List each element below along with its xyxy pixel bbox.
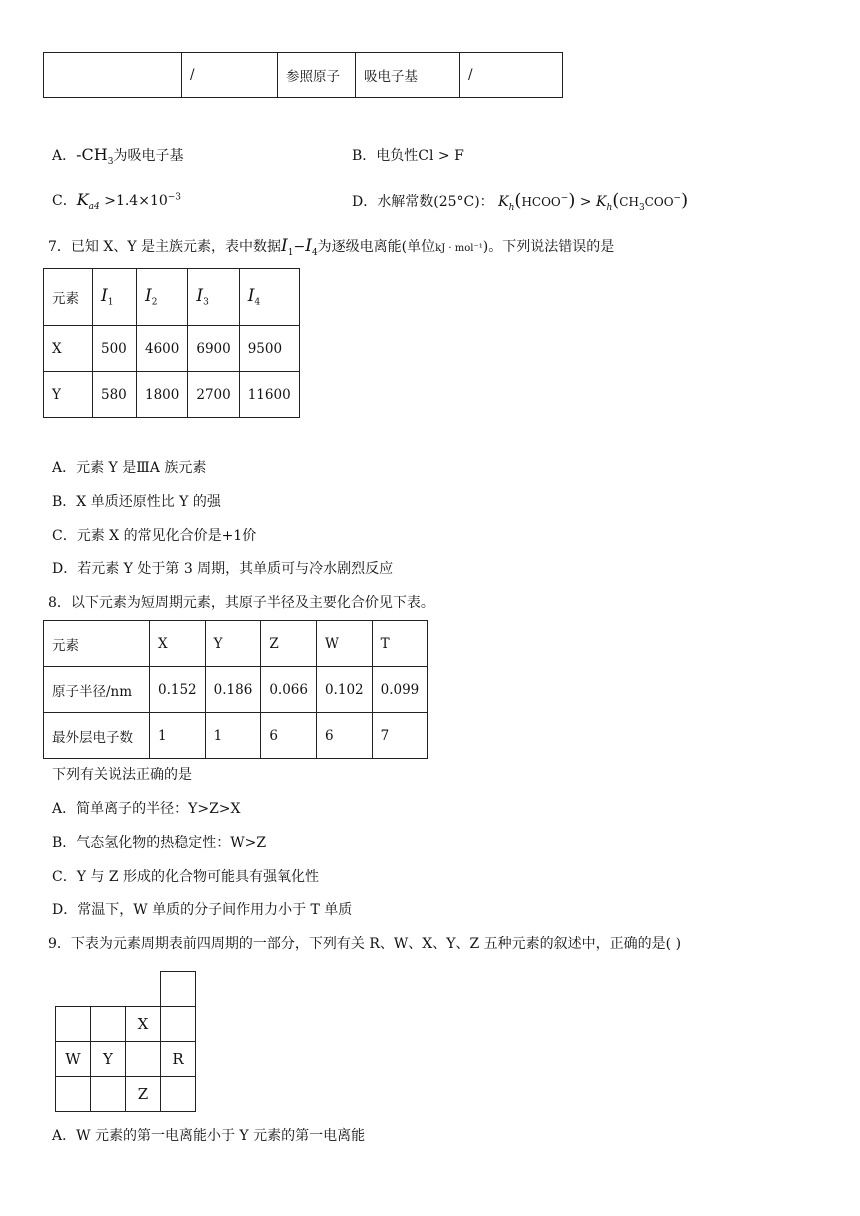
pt-cell — [161, 1077, 196, 1112]
top-table — [43, 52, 563, 98]
pt-cell — [126, 972, 161, 1007]
table-cell: 2700 — [188, 372, 239, 418]
table-cell: 最外层电子数 — [44, 713, 150, 759]
table-cell: 1 — [150, 713, 206, 759]
table-cell: 580 — [93, 372, 137, 418]
table-cell: 6900 — [188, 326, 239, 372]
q7-option-b: B．X 单质还原性比 Y 的强 — [52, 494, 221, 510]
q8-header-cell: Z — [261, 621, 317, 667]
table-row — [44, 667, 428, 713]
q8-header-cell: 元素 — [44, 621, 150, 667]
table-cell: 500 — [93, 326, 137, 372]
top-table-cell — [44, 53, 182, 98]
table-cell: 原子半径/nm — [44, 667, 150, 713]
q7-option-c: C．元素 X 的常见化合价是+1价 — [52, 528, 257, 544]
top-table-cell: / — [182, 53, 278, 98]
pt-cell — [56, 1077, 91, 1112]
q7-stem: 7．已知 X、Y 是主族元素，表中数据$I_1-I_4$为逐级电离能(单位kJ · mol⁻¹)。下列说法错误的是 — [48, 236, 615, 258]
q8-element-table — [43, 620, 428, 759]
table-cell: 7 — [372, 713, 428, 759]
pt-cell: X — [126, 1007, 161, 1042]
pt-cell — [161, 1007, 196, 1042]
pt-cell — [126, 1042, 161, 1077]
pt-cell — [161, 972, 196, 1007]
q6-option-d: D．水解常数(25°C)： $K_h(HCOO^-) > K_h(CH_3COO^-)$ — [352, 190, 689, 213]
table-cell: 0.152 — [150, 667, 206, 713]
q7-header-cell: $I_2$ — [137, 269, 188, 326]
top-table-cell: 吸电子基 — [356, 53, 460, 98]
table-cell: 0.066 — [261, 667, 317, 713]
top-table-cell: 参照原子 — [278, 53, 356, 98]
pt-cell — [56, 1007, 91, 1042]
top-table-cell: / — [460, 53, 563, 98]
pt-cell: Y — [91, 1042, 126, 1077]
table-row — [44, 372, 300, 418]
q7-header-cell: 元素 — [44, 269, 93, 326]
q8-header-cell: X — [150, 621, 206, 667]
q8-stem: 8．以下元素为短周期元素，其原子半径及主要化合价见下表。 — [48, 595, 435, 611]
table-cell: 0.102 — [316, 667, 372, 713]
periodic-table-fragment — [55, 971, 196, 1112]
q9-option-a: A．W 元素的第一电离能小于 Y 元素的第一电离能 — [52, 1128, 366, 1144]
pt-cell — [91, 972, 126, 1007]
table-cell: Y — [44, 372, 93, 418]
pt-cell — [56, 972, 91, 1007]
q7-header-cell: $I_3$ — [188, 269, 239, 326]
q8-option-b: B．气态氢化物的热稳定性：W>Z — [52, 835, 267, 851]
table-cell: 4600 — [137, 326, 188, 372]
table-cell: 11600 — [239, 372, 299, 418]
table-cell: 1 — [205, 713, 261, 759]
q8-header-cell: W — [316, 621, 372, 667]
q8-option-a: A．简单离子的半径：Y>Z>X — [52, 801, 241, 817]
table-cell: X — [44, 326, 93, 372]
q7-ionization-table — [43, 268, 300, 418]
q8-follow: 下列有关说法正确的是 — [52, 767, 192, 783]
q6-option-c: C．$K_{a4} >1.4\times 10^{-3}$ — [52, 190, 182, 212]
q6-option-a: A．$-CH_3$为吸电子基 — [52, 145, 184, 167]
table-row — [44, 713, 428, 759]
table-row — [44, 326, 300, 372]
pt-cell — [91, 1077, 126, 1112]
pt-cell: W — [56, 1042, 91, 1077]
q7-header-cell: $I_4$ — [239, 269, 299, 326]
q9-stem: 9．下表为元素周期表前四周期的一部分，下列有关 R、W、X、Y、Z 五种元素的叙述中，正确的是( ) — [48, 936, 682, 952]
q7-option-d: D．若元素 Y 处于第 3 周期，其单质可与冷水剧烈反应 — [52, 561, 394, 577]
pt-cell — [91, 1007, 126, 1042]
table-cell: 1800 — [137, 372, 188, 418]
table-cell: 0.099 — [372, 667, 428, 713]
q8-header-cell: Y — [205, 621, 261, 667]
q7-option-a: A．元素 Y 是ⅢA 族元素 — [52, 460, 207, 476]
q6-option-b: B．电负性Cl > F — [352, 148, 464, 164]
q8-option-c: C．Y 与 Z 形成的化合物可能具有强氧化性 — [52, 869, 320, 885]
q8-option-d: D．常温下，W 单质的分子间作用力小于 T 单质 — [52, 902, 353, 918]
table-cell: 0.186 — [205, 667, 261, 713]
table-cell: 6 — [316, 713, 372, 759]
q7-header-cell: $I_1$ — [93, 269, 137, 326]
table-cell: 6 — [261, 713, 317, 759]
q8-header-cell: T — [372, 621, 428, 667]
pt-cell: R — [161, 1042, 196, 1077]
pt-cell: Z — [126, 1077, 161, 1112]
table-cell: 9500 — [239, 326, 299, 372]
